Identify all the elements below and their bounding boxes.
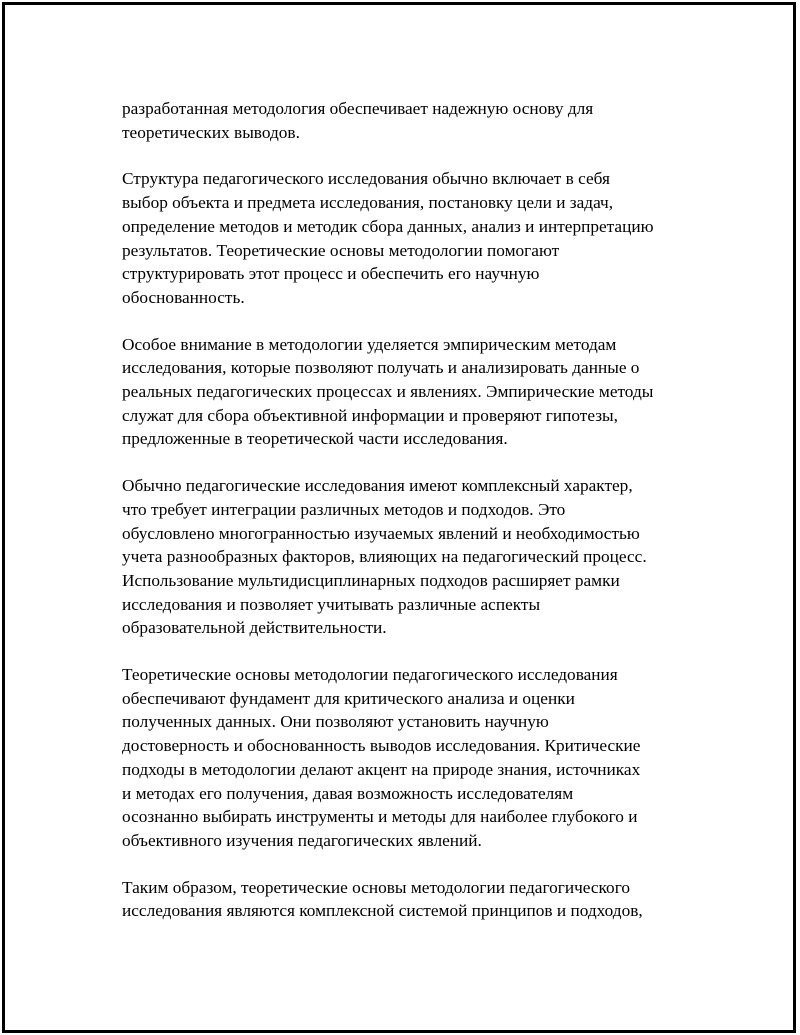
text-line: Структура педагогического исследования обычно включает в себя xyxy=(122,169,610,189)
text-line: что требует интеграции различных методов и подходов. Это xyxy=(122,499,566,519)
text-line: образовательной действительности. xyxy=(122,618,387,638)
text-line: предложенные в теоретической части исследования. xyxy=(122,429,508,449)
page-frame xyxy=(2,2,796,1033)
text-line: подходы в методологии делают акцент на природе знания, источниках xyxy=(122,759,641,779)
paragraph-2 xyxy=(122,167,702,309)
text-line: исследования являются комплексной системой принципов и подходов, xyxy=(122,901,643,921)
text-line: Теоретические основы методологии педагогического исследования xyxy=(122,665,618,685)
text-line: реальных педагогических процессах и явлениях. Эмпирические методы xyxy=(122,382,654,402)
text-line: разработанная методология обеспечивает надежную основу для xyxy=(122,99,594,118)
text-line: обусловлено многогранностью изучаемых явлений и необходимостью xyxy=(122,523,640,543)
text-line: исследования, которые позволяют получать и анализировать данные о xyxy=(122,358,640,378)
text-line: достоверность и обоснованность выводов исследования. Критические xyxy=(122,736,641,756)
text-line: определение методов и методик сбора данных, анализ и интерпретацию xyxy=(122,216,654,236)
text-line: обеспечивают фундамент для критического анализа и оценки xyxy=(122,688,575,708)
text-line: исследования и позволяет учитывать различные аспекты xyxy=(122,594,541,614)
text-line: теоретических выводов. xyxy=(122,122,300,142)
paragraph-4 xyxy=(122,474,702,640)
paragraph-6 xyxy=(122,876,702,923)
page-content xyxy=(122,97,702,946)
paragraph-5 xyxy=(122,663,702,853)
text-line: осознанно выбирать инструменты и методы для наиболее глубокого и xyxy=(122,807,638,827)
text-line: результатов. Теоретические основы методологии помогают xyxy=(122,240,560,260)
text-line: объективного изучения педагогических явлений. xyxy=(122,830,482,850)
text-line: обоснованность. xyxy=(122,287,245,307)
text-line: учета разнообразных факторов, влияющих на педагогический процесс. xyxy=(122,547,647,567)
text-line: структурировать этот процесс и обеспечить его научную xyxy=(122,264,540,284)
text-line: Особое внимание в методологии уделяется эмпирическим методам xyxy=(122,334,617,354)
paragraph-1 xyxy=(122,97,702,144)
text-line: полученных данных. Они позволяют установить научную xyxy=(122,712,549,732)
text-line: служат для сбора объективной информации и проверяют гипотезы, xyxy=(122,405,618,425)
text-line: и методах его получения, давая возможность исследователям xyxy=(122,783,574,803)
text-line: Таким образом, теоретические основы методологии педагогического xyxy=(122,877,630,897)
text-line: Обычно педагогические исследования имеют комплексный характер, xyxy=(122,476,633,496)
text-line: Использование мультидисциплинарных подходов расширяет рамки xyxy=(122,570,620,590)
text-line: выбор объекта и предмета исследования, постановку цели и задач, xyxy=(122,193,614,213)
paragraph-3 xyxy=(122,333,702,452)
